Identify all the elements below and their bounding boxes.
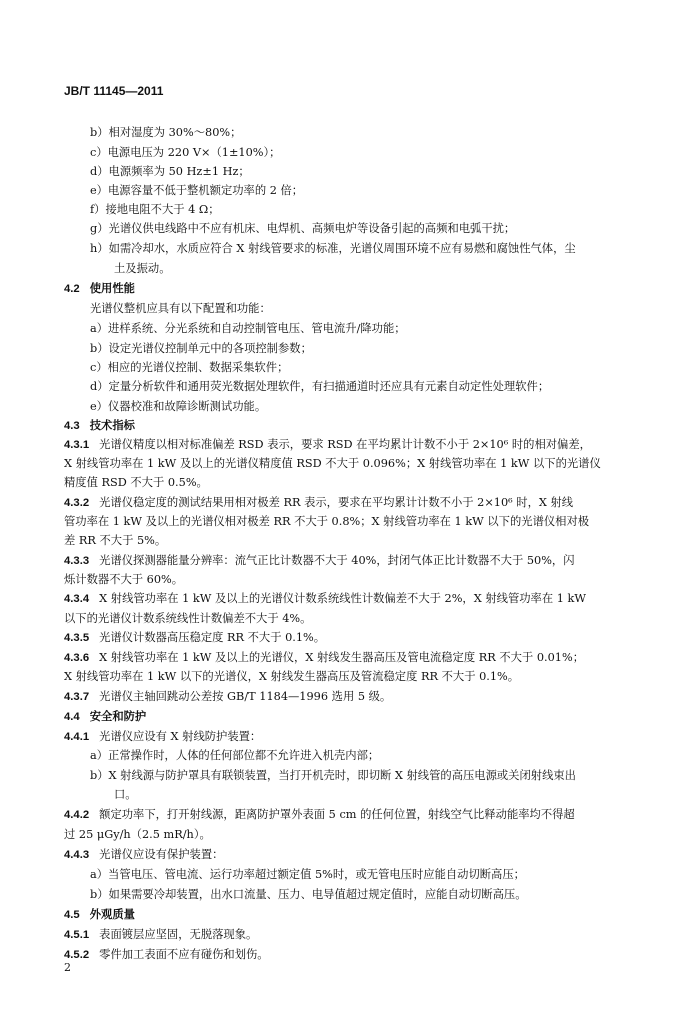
text-line	[90, 769, 576, 783]
clause-number: 4.3	[64, 420, 80, 432]
text-line	[90, 342, 312, 356]
line-text: 光谱仪探测器能量分辨率：流气正比计数器不大于 40%，封闭气体正比计数器不大于 50%，闪	[99, 554, 575, 567]
clause-number: 4.5.1	[64, 929, 90, 941]
text-line	[90, 203, 220, 217]
text-line	[90, 749, 379, 763]
line-text: a）进样系统、分光系统和自动控制管电压、管电流升/降功能；	[90, 322, 406, 335]
clause-number: 4.3.7	[64, 691, 90, 703]
line-text: 光谱仪精度以相对标准偏差 RSD 表示，要求 RSD 在平均累计计数不小于 2×10⁶ 时的相对偏差，	[99, 438, 591, 451]
line-text: 外观质量	[89, 909, 135, 921]
clause-number: 4.4.2	[64, 809, 90, 821]
line-text: h）如需冷却水，水质应符合 X 射线管要求的标准，光谱仪周围环境不应有易燃和腐蚀性气体，尘	[90, 242, 576, 255]
clause-number: 4.3.6	[64, 652, 90, 664]
line-text: b）X 射线源与防护罩具有联锁装置，当打开机壳时，即切断 X 射线管的高压电源或关闭射线束出	[90, 769, 576, 782]
clause-line	[64, 848, 223, 862]
line-text: c）电源电压为 220 V×（1±10%）；	[90, 146, 281, 159]
line-text: 光谱仪计数器高压稳定度 RR 不大于 0.1%。	[99, 631, 326, 644]
line-text: f）接地电阻不大于 4 Ω；	[90, 203, 220, 216]
page-number: 2	[64, 961, 71, 974]
text-line	[64, 515, 589, 529]
clause-number: 4.3.1	[64, 439, 90, 451]
line-text: b）设定光谱仪控制单元中的各项控制参数；	[90, 342, 312, 355]
text-line	[90, 302, 271, 316]
section-heading	[64, 419, 135, 433]
clause-line	[64, 496, 573, 510]
line-text: 光谱仪应设有保护装置：	[99, 848, 224, 861]
text-line	[64, 476, 208, 490]
text-line	[90, 184, 303, 198]
line-text: 光谱仪应设有 X 射线防护装置：	[99, 730, 262, 743]
line-text: 表面镀层应坚固，无脱落现象。	[99, 928, 258, 941]
section-heading	[64, 282, 135, 296]
line-text: X 射线管功率在 1 kW 及以上的光谱仪，X 射线发生器高压及管电流稳定度 RR 不大于 0.01%；	[99, 651, 584, 664]
line-text: 使用性能	[89, 283, 135, 295]
line-text: 光谱仪稳定度的测试结果用相对极差 RR 表示，要求在平均累计计数不小于 2×10⁶ 时，X 射线	[99, 496, 574, 509]
line-text: b）如果需要冷却装置，出水口流量、压力、电导值超过规定值时，应能自动切断高压。	[90, 888, 527, 901]
text-line	[90, 146, 280, 160]
line-text: 以下的光谱仪计数系统线性计数偏差不大于 4%。	[64, 612, 312, 625]
clause-number: 4.5.2	[64, 949, 90, 961]
document-header: JB/T 11145—2011	[64, 84, 164, 98]
clause-number: 4.4.3	[64, 849, 90, 861]
clause-number: 4.3.4	[64, 593, 90, 605]
clause-line	[64, 690, 391, 704]
clause-number: 4.3.2	[64, 497, 90, 509]
text-line	[90, 400, 266, 414]
section-heading	[64, 710, 146, 724]
clause-line	[64, 438, 591, 452]
line-text: b）相对湿度为 30%～80%；	[90, 126, 242, 139]
clause-line	[64, 730, 261, 744]
line-text: 精度值 RSD 不大于 0.5%。	[64, 476, 208, 489]
clause-line	[64, 631, 325, 645]
clause-line	[64, 808, 575, 822]
line-text: X 射线管功率在 1 kW 及以上的光谱仪精度值 RSD 不大于 0.096%；X 射线管功率在 1 kW 以下的光谱仪	[64, 457, 601, 470]
line-text: d）定量分析软件和通用荧光数据处理软件，有扫描通道时还应具有元素自动定性处理软件；	[90, 380, 550, 393]
line-text: e）仪器校准和故障诊断测试功能。	[90, 400, 267, 413]
text-line	[90, 868, 525, 882]
line-text: g）光谱仪供电线路中不应有机床、电焊机、高频电炉等设备引起的高频和电弧干扰；	[90, 222, 516, 235]
section-heading	[64, 908, 135, 922]
text-line	[114, 262, 171, 276]
line-text: 安全和防护	[89, 711, 147, 723]
text-line	[90, 242, 576, 256]
line-text: 过 25 μGy/h（2.5 mR/h）。	[64, 828, 211, 841]
line-text: X 射线管功率在 1 kW 及以上的光谱仪计数系统线性计数偏差不大于 2%，X 射线管功率在 1 kW	[99, 592, 586, 605]
text-line	[90, 165, 250, 179]
clause-number: 4.4.1	[64, 731, 90, 743]
clause-line	[64, 592, 586, 606]
text-line	[64, 573, 183, 587]
line-text: 光谱仪整机应具有以下配置和功能：	[90, 302, 271, 315]
clause-number: 4.3.5	[64, 632, 90, 644]
text-line	[64, 670, 519, 684]
line-text: 管功率在 1 kW 及以上的光谱仪相对极差 RR 不大于 0.8%；X 射线管功率在 1 kW 以下的光谱仪相对极	[64, 515, 590, 528]
text-line	[90, 380, 549, 394]
text-line	[90, 222, 515, 236]
clause-line	[64, 928, 257, 942]
clause-number: 4.3.3	[64, 555, 90, 567]
line-text: 光谱仪主轴回跳动公差按 GB/T 1184—1996 选用 5 级。	[99, 690, 392, 703]
clause-number: 4.5	[64, 909, 80, 921]
text-line	[90, 126, 241, 140]
text-line	[90, 361, 288, 375]
clause-number: 4.2	[64, 283, 80, 295]
line-text: 口。	[114, 788, 137, 801]
text-line	[64, 612, 311, 626]
line-text: a）当管电压、管电流、运行功率超过额定值 5%时，或无管电压时应能自动切断高压；	[90, 868, 525, 881]
clause-line	[64, 948, 269, 962]
line-text: 烁计数器不大于 60%。	[64, 573, 184, 586]
line-text: 零件加工表面不应有碰伤和划伤。	[99, 948, 269, 961]
clause-line	[64, 554, 575, 568]
line-text: a）正常操作时，人体的任何部位都不允许进入机壳内部；	[90, 749, 380, 762]
text-line	[64, 534, 166, 548]
line-text: 额定功率下，打开射线源，距离防护罩外表面 5 cm 的任何位置，射线空气比释动能率均不得超	[99, 808, 575, 821]
text-line	[64, 828, 211, 842]
line-text: e）电源容量不低于整机额定功率的 2 倍；	[90, 184, 304, 197]
text-line	[114, 788, 137, 802]
text-line	[64, 457, 601, 471]
line-text: 差 RR 不大于 5%。	[64, 534, 167, 547]
clause-line	[64, 651, 584, 665]
line-text: c）相应的光谱仪控制、数据采集软件；	[90, 361, 289, 374]
clause-number: 4.4	[64, 711, 80, 723]
text-line	[90, 888, 527, 902]
line-text: 土及振动。	[114, 262, 171, 275]
line-text: d）电源频率为 50 Hz±1 Hz；	[90, 165, 250, 178]
line-text: 技术指标	[89, 420, 135, 432]
line-text: X 射线管功率在 1 kW 以下的光谱仪，X 射线发生器高压及管流稳定度 RR 不大于 0.1%。	[64, 670, 520, 683]
text-line	[90, 322, 406, 336]
